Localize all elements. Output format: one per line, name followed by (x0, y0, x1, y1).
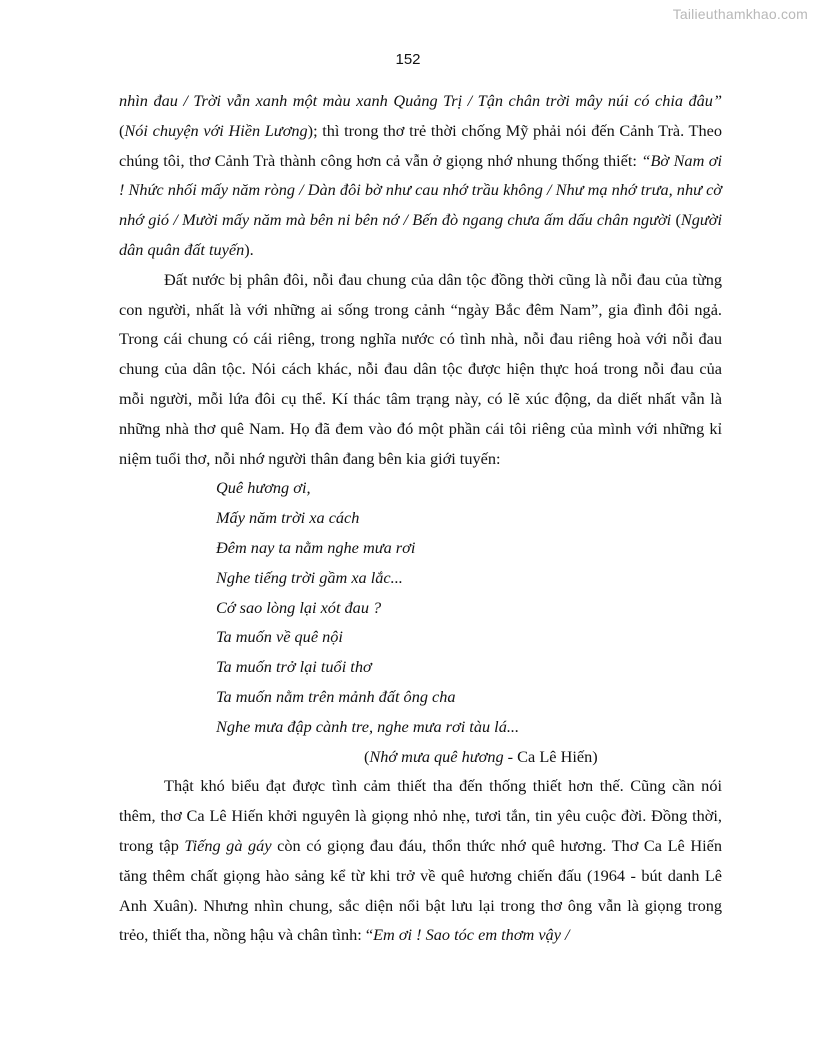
text-span: ( (671, 210, 681, 230)
paragraph-2: Đất nước bị phân đôi, nỗi đau chung của dân tộc đồng thời cũng là nỗi đau của từng con người, nhất là với những ai sống trong cảnh “ngày Bắc đêm Nam”, gia đình đôi ngả. Trong cái chung có cái riêng, trong nghĩa nước có tình nhà, nỗi đau riêng hoà với nỗi đau chung của dân tộc. Nói cách khác, nỗi đau dân tộc được hiện thực hoá trong nỗi đau của mỗi người, mỗi lứa đôi cụ thể. Kí thác tâm trạng này, có lẽ xúc động, da diết nhất vẫn là những nhà thơ quê Nam. Họ đã đem vào đó một phần cái tôi riêng của mình với những kỉ niệm tuổi thơ, nỗi nhớ người thân đang bên kia giới tuyến: (119, 269, 722, 468)
poem-line: Quê hương ơi, (216, 478, 311, 498)
poem-line: Nghe mưa đập cành tre, nghe mưa rơi tàu lá... (216, 716, 520, 736)
quote-text: nhìn đau / Trời vẫn xanh một màu xanh Quảng Trị / Tận chân trời mây núi có chia đâu” (119, 91, 722, 110)
paragraph-1 (119, 86, 722, 265)
poem-line: Ta muốn nằm trên mảnh đất ông cha (216, 686, 456, 706)
poem-line: Nghe tiếng trời gầm xa lắc... (216, 567, 403, 587)
collection-title: Tiếng gà gáy (184, 835, 272, 855)
poem-block (216, 473, 722, 771)
poem-source (364, 742, 722, 772)
paragraph-3 (119, 771, 722, 950)
text-span: ( (364, 746, 370, 766)
quote-text: “Bờ Nam ơi ! Nhức nhối mấy năm ròng / Dàn đôi bờ như cau nhớ trầu không / Như mạ nhớ trưa, như cờ nhớ gió / Mười mấy năm mà bên ni bên nớ / Bến đò ngang chưa ấm dấu chân người (119, 150, 723, 230)
poem-line: Cớ sao lòng lại xót đau ? (216, 597, 382, 617)
poem-title: Nói chuyện với Hiền Lương (124, 120, 308, 140)
page-number: 152 (395, 51, 421, 68)
document-body (119, 86, 722, 950)
poem-line: Đêm nay ta nằm nghe mưa rơi (216, 537, 416, 557)
text-span: còn có giọng đau đáu, thổn thức nhớ quê hương. Thơ Ca Lê Hiến tăng thêm chất giọng hào sảng kể từ khi trở về quê hương chiến đấu (1964 - bút danh Lê Anh Xuân). Nhưng nhìn chung, sắc diện nổi bật lưu lại trong thơ ông vẫn là giọng trong trẻo, thiết tha, nồng hậu và chân tình: “ (119, 835, 722, 945)
poem-line: Ta muốn về quê nội (216, 627, 343, 647)
text-span: ). (244, 239, 254, 259)
poem-author: - Ca Lê Hiến) (503, 746, 598, 766)
poem-title: Người dân quân đất tuyến (119, 210, 722, 259)
poem-line: Ta muốn trở lại tuổi thơ (216, 657, 372, 677)
text-span: Thật khó biểu đạt được tình cảm thiết tha đến thống thiết hơn thế. Cũng cần nói thêm, thơ Ca Lê Hiến khởi nguyên là giọng nhỏ nhẹ, tươi tắn, tin yêu cuộc đời. Đồng thời, trong tập (119, 776, 722, 855)
text-span: ); thì trong thơ trẻ thời chống Mỹ phải nói đến Cảnh Trà. Theo chúng tôi, thơ Cảnh Trà thành công hơn cả vẫn ở giọng nhớ nhung thống thiết: (119, 120, 722, 170)
poem-line: Mấy năm trời xa cách (216, 508, 360, 528)
quote-text: Em ơi ! Sao tóc em thơm vậy / (373, 925, 570, 945)
poem-title: Nhớ mưa quê hương (369, 746, 504, 766)
text-span: ( (119, 120, 125, 140)
watermark: Tailieuthamkhao.com (672, 6, 808, 22)
